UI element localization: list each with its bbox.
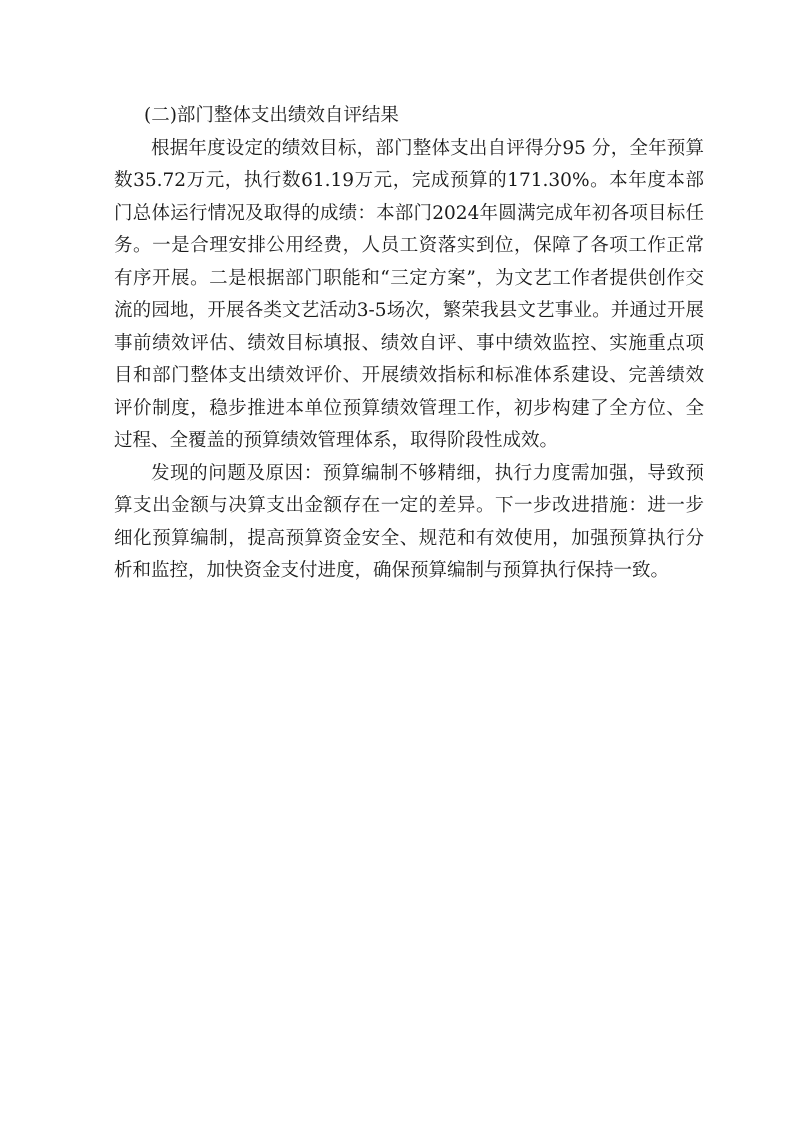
paragraph-performance-summary: 根据年度设定的绩效目标，部门整体支出自评得分95 分，全年预算数35.72万元，执行数61.19万元，完成预算的171.30%。本年度本部门总体运行情况及取得的成绩：本部门2024年圆满完成年初各项目标任务。一是合理安排公用经费，人员工资落实到位，保障了各项工作正常有序开展。二是根据部门职能和“三定方案”，为文艺工作者提供创作交流的园地，开展各类文艺活动3-5场次，繁荣我县文艺事业。并通过开展事前绩效评估、绩效目标填报、绩效自评、事中绩效监控、实施重点项目和部门整体支出绩效评价、开展绩效指标和标准体系建设、完善绩效评价制度，稳步推进本单位预算绩效管理工作，初步构建了全方位、全过程、全覆盖的预算绩效管理体系，取得阶段性成效。	[114, 137, 704, 451]
paragraph-problems-and-measures: 发现的问题及原因：预算编制不够精细，执行力度需加强，导致预算支出金额与决算支出金额存在一定的差异。下一步改进措施：进一步细化预算编制，提高预算资金安全、规范和有效使用，加强预算执行分析和监控，加快资金支付进度，确保预算编制与预算执行保持一致。	[114, 462, 704, 581]
document-body	[114, 100, 704, 588]
section-heading: (二)部门整体支出绩效自评结果	[144, 105, 399, 126]
